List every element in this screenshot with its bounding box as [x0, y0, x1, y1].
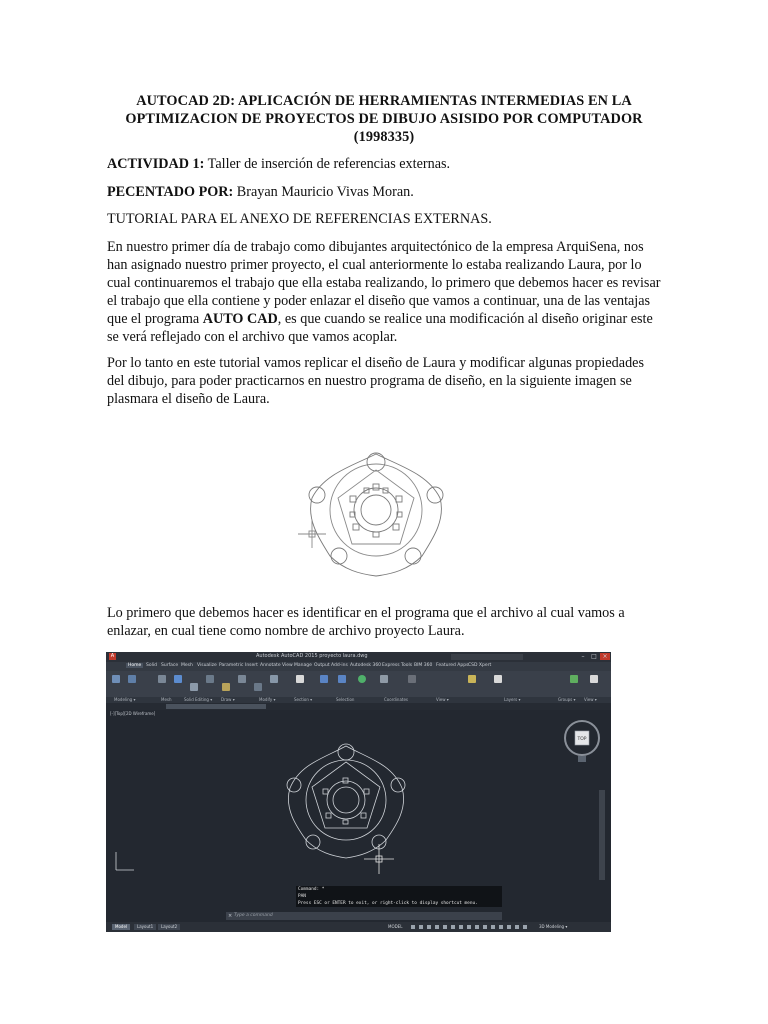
- crosshair-cursor-icon: [364, 844, 394, 874]
- close-icon[interactable]: ×: [600, 653, 610, 660]
- crosshair-marker: [298, 520, 326, 548]
- inner-gear: [350, 484, 402, 537]
- tab-solid[interactable]: Solid: [146, 663, 157, 668]
- solid-history-icon[interactable]: [174, 675, 182, 683]
- panel-label-coordinates[interactable]: Coordinates: [384, 697, 409, 702]
- move-gizmo-icon[interactable]: [358, 675, 366, 683]
- paragraph-2: Por lo tanto en este tutorial vamos replicar el diseño de Laura y modificar algunas propiedades del dibujo, para poder practicarnos en nuestro programa de diseño, en la siguiente imagen se plasmara el diseño de Laura.: [107, 355, 644, 407]
- smooth-object-icon[interactable]: [158, 675, 166, 683]
- activity-line: [107, 155, 663, 173]
- no-filter-icon[interactable]: [338, 675, 346, 683]
- tab-surface[interactable]: Surface: [161, 663, 179, 668]
- panel-label-layers[interactable]: Layers ▾: [504, 697, 521, 702]
- laura-design-figure: [296, 440, 456, 588]
- outer-scalloped-ring: [311, 454, 442, 576]
- extrude-tool-icon[interactable]: [128, 675, 136, 683]
- activity-text: Taller de inserción de referencias externas.: [204, 156, 451, 172]
- ucs-axis-icon: [112, 848, 138, 874]
- autocad-screenshot: [106, 652, 611, 932]
- pentagon-star: [338, 470, 414, 544]
- tab-featured-apps[interactable]: Featured Apps: [436, 663, 469, 668]
- paragraph-3: Lo primero que debemos hacer es identificar en el programa que el archivo al cual vamos a enlazar, en cual tiene como nombre de archivo proyecto Laura.: [107, 605, 625, 639]
- panel-label-groups[interactable]: Groups ▾: [558, 697, 576, 702]
- arc-tool-icon[interactable]: [238, 675, 246, 683]
- autocad-logo-icon[interactable]: A: [110, 653, 115, 659]
- activity-label: ACTIVIDAD 1:: [107, 156, 205, 172]
- command-history: [296, 886, 502, 907]
- panel-label-modify[interactable]: Modify ▾: [259, 697, 276, 702]
- tab-manage[interactable]: Manage: [294, 663, 312, 668]
- tab-layout1[interactable]: Layout1: [134, 924, 156, 930]
- paragraph-1-bold: AUTO CAD: [202, 311, 278, 327]
- line-tool-icon[interactable]: [206, 675, 214, 683]
- tab-express-tools[interactable]: Express Tools: [382, 663, 413, 668]
- panel-label-solid-editing[interactable]: Solid Editing ▾: [184, 697, 213, 702]
- culling-icon[interactable]: [320, 675, 328, 683]
- status-bar: [106, 922, 611, 932]
- layer-properties-icon[interactable]: [468, 675, 476, 683]
- presenter-label: PECENTADO POR:: [107, 184, 234, 200]
- command-line-3: Press ESC or ENTER to exit, or right-click to display shortcut menu.: [296, 900, 502, 907]
- panel-label-modeling[interactable]: Modeling ▾: [114, 697, 136, 702]
- paragraph-1: [107, 238, 663, 346]
- tab-insert[interactable]: Insert: [245, 663, 258, 668]
- viewport-label[interactable]: [-][Top][2D Wireframe]: [110, 711, 156, 716]
- panel-label-view[interactable]: View ▾: [436, 697, 449, 702]
- paragraph-1-part-2: , es que cuando se realice una modificación al diseño originar este se verá reflejado con el archivo que vamos acoplar.: [107, 311, 653, 345]
- tab-annotate[interactable]: Annotate: [260, 663, 281, 668]
- panel-label-mesh[interactable]: Mesh: [161, 697, 172, 702]
- document-title: [100, 92, 668, 146]
- tutorial-heading: TUTORIAL PARA EL ANEXO DE REFERENCIAS EXTERNAS.: [107, 211, 492, 227]
- tab-bim-360[interactable]: BIM 360: [414, 663, 433, 668]
- tab-visualize[interactable]: Visualize: [197, 663, 217, 668]
- ribbon-panel: [106, 671, 611, 697]
- status-toggles[interactable]: [411, 925, 531, 929]
- union-icon[interactable]: [190, 683, 198, 691]
- title-line-2: OPTIMIZACION DE PROYECTOS DE DIBUJO ASISIDO POR COMPUTADOR: [125, 111, 643, 127]
- drawing-toolbar: [106, 703, 611, 710]
- autocad-drawing: [276, 738, 416, 868]
- maximize-icon[interactable]: □: [591, 653, 597, 660]
- search-input[interactable]: [451, 654, 523, 660]
- command-input[interactable]: [226, 912, 502, 920]
- rotate-tool-icon[interactable]: [270, 675, 278, 683]
- command-prompt[interactable]: Type a command: [234, 913, 273, 918]
- command-line-2: PAN: [296, 893, 502, 900]
- tab-view[interactable]: View: [282, 663, 293, 668]
- ribbon-tabs: [106, 662, 611, 671]
- visual-style-icon[interactable]: [408, 675, 416, 683]
- tab-add-ins[interactable]: Add-ins: [331, 663, 348, 668]
- model-space-indicator[interactable]: MODEL: [388, 924, 403, 929]
- command-line-1: Command: *: [296, 886, 502, 893]
- presenter-line: [107, 183, 663, 201]
- viewcube-icon[interactable]: [560, 716, 604, 764]
- base-view-icon[interactable]: [590, 675, 598, 683]
- tab-mesh[interactable]: Mesh: [181, 663, 193, 668]
- panel-label-draw[interactable]: Draw ▾: [221, 697, 235, 702]
- quick-access-toolbar[interactable]: [166, 704, 266, 709]
- ucs-icon[interactable]: [380, 675, 388, 683]
- paragraph-1-part-1: En nuestro primer día de trabajo como dibujantes arquitectónico de la empresa ArquiSena, nos han asignado nuestro primer proyecto, el cual anteriormente lo estaba realizando Laura, por lo cual continuaremos el trabajo que ella estaba realizando, lo primero que debemos hacer es revisar el trabajo que ella contiene y poder enlazar el diseño que vamos a continuar, una de las ventajas que el programa: [107, 239, 661, 327]
- viewcube-label: TOP: [577, 737, 587, 742]
- tab-parametric[interactable]: Parametric: [219, 663, 244, 668]
- panel-label-section[interactable]: Section ▾: [294, 697, 313, 702]
- group-icon[interactable]: [570, 675, 578, 683]
- layer-state-icon[interactable]: [494, 675, 502, 683]
- tab-output[interactable]: Output: [314, 663, 330, 668]
- autocad-title-bar: [106, 652, 611, 662]
- panel-label-view-2[interactable]: View ▾: [584, 697, 597, 702]
- command-close-icon[interactable]: ×: [228, 913, 233, 919]
- window-title: Autodesk AutoCAD 2015 proyecto laura.dwg: [256, 653, 368, 659]
- workspace-switcher[interactable]: 3D Modeling ▾: [539, 924, 568, 929]
- title-line-3: (1998335): [353, 129, 415, 145]
- tab-home[interactable]: Home: [128, 663, 142, 668]
- tab-csd-xpert[interactable]: CSD Xpert: [468, 663, 492, 668]
- navigation-bar[interactable]: [599, 790, 605, 880]
- tab-autodesk-360[interactable]: Autodesk 360: [350, 663, 382, 668]
- tab-model[interactable]: Model: [112, 924, 130, 930]
- panel-label-selection[interactable]: Selection: [336, 697, 355, 702]
- title-line-1: AUTOCAD 2D: APLICACIÓN DE HERRAMIENTAS INTERMEDIAS EN LA: [136, 93, 632, 109]
- box-tool-icon[interactable]: [112, 675, 120, 683]
- circle-tool-icon[interactable]: [222, 683, 230, 691]
- presenter-text: Brayan Mauricio Vivas Moran.: [233, 184, 414, 200]
- section-plane-icon[interactable]: [296, 675, 304, 683]
- minimize-icon[interactable]: –: [581, 653, 585, 660]
- tab-layout2[interactable]: Layout2: [158, 924, 180, 930]
- move-tool-icon[interactable]: [254, 683, 262, 691]
